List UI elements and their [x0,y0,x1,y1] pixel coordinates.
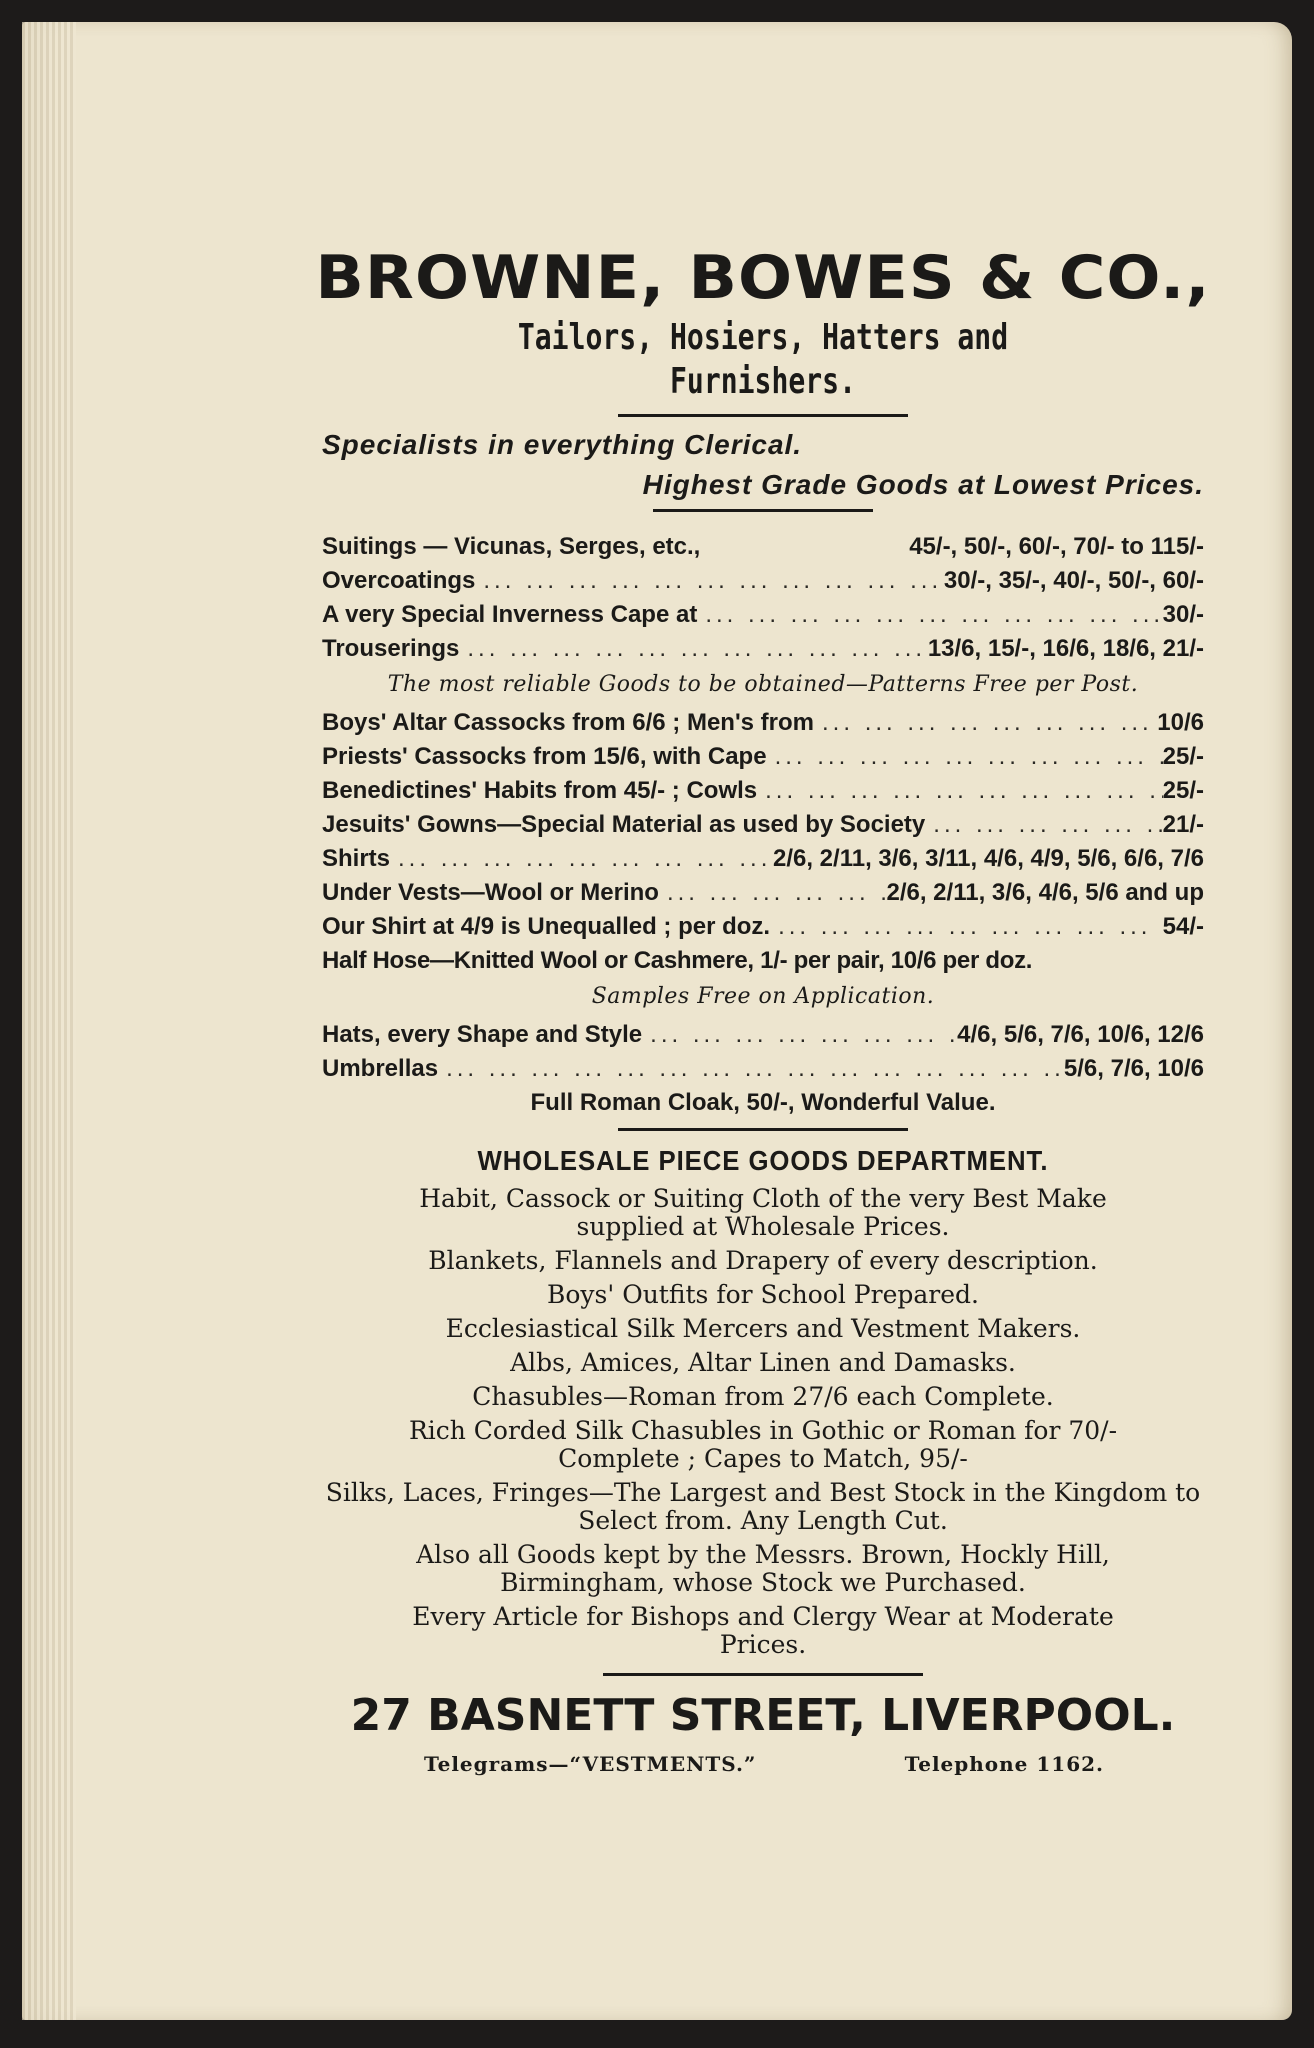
cloak-offer: Full Roman Cloak, 50/-, Wonderful Value. [530,1089,996,1116]
tagline-2: Highest Grade Goods at Lowest Prices. [642,469,1204,500]
price-row: Trouserings ... . 13/6, 15/-, 16/6, 18/6, 21/- [322,632,1204,666]
price-row: Hats, every Shape and Style ... . 4/6, 5/6, 7/6, 10/6, 12/6 [322,1018,1204,1052]
department-heading: WHOLESALE PIECE GOODS DEPARTMENT. [477,1145,1049,1176]
divider [653,509,873,512]
wholesale-item: Ecclesiastical Silk Mercers and Vestment Makers. [445,1314,1081,1343]
price-row: Our Shirt at 4/9 is Unequalled ; per doz. ... . 54/- [322,910,1204,944]
price-row: A very Special Inverness Cape at ... . 30/- [322,598,1204,632]
wholesale-item: Silks, Laces, Fringes—The Largest and Best Stock in the Kingdom to Select from. Any Length Cut. [325,1478,1201,1535]
contact-line [424,1752,1104,1776]
wholesale-item: Rich Corded Silk Chasubles in Gothic or Roman for 70/- Complete ; Capes to Match, 95/- [408,1416,1118,1473]
price-row: Umbrellas ... . 5/6, 7/6, 10/6 [322,1052,1204,1086]
samples-note: Samples Free on Application. [591,984,935,1009]
street-address: 27 BASNETT STREET, LIVERPOOL. [350,1690,1176,1741]
company-name: BROWNE, BOWES & CO., [315,243,1211,313]
tagline-1: Specialists in everything Clerical. [322,429,803,460]
company-trades: Tailors, Hosiers, Hatters and Furnishers. [517,317,1009,402]
price-row: Overcoatings ... . 30/-, 35/-, 40/-, 50/-, 60/- [322,564,1204,598]
telephone: Telephone 1162. [904,1752,1104,1776]
price-row: Jesuits' Gowns—Special Material as used by Society ... . 21/- [322,808,1204,842]
book-page [22,22,1292,2020]
advertisement [315,242,1211,1776]
divider [618,414,908,417]
price-row: Priests' Cassocks from 15/6, with Cape ... . 25/- [322,740,1204,774]
price-row: Benedictines' Habits from 45/- ; Cowls ... . 25/- [322,774,1204,808]
price-row: Half Hose—Knitted Wool or Cashmere, 1/- per pair, 10/6 per doz. [322,947,1033,974]
price-list-a [322,530,1204,666]
wholesale-item: Habit, Cassock or Suiting Cloth of the very Best Make supplied at Wholesale Prices. [419,1184,1107,1241]
wholesale-item: Boys' Outfits for School Prepared. [547,1280,979,1309]
wholesale-item: Albs, Amices, Altar Linen and Damasks. [510,1348,1016,1377]
price-list-c [322,1018,1204,1086]
wholesale-item: Every Article for Bishops and Clergy Wear at Moderate Prices. [412,1602,1114,1659]
price-list-b [322,706,1204,978]
price-row: Boys' Altar Cassocks from 6/6 ; Men's from ... . 10/6 [322,706,1204,740]
patterns-note: The most reliable Goods to be obtained—Patterns Free per Post. [387,672,1139,697]
wholesale-item: Also all Goods kept by the Messrs. Brown, Hockly Hill, Birmingham, whose Stock we Purchased. [416,1540,1110,1597]
page-edges [22,22,76,2020]
wholesale-item: Chasubles—Roman from 27/6 each Complete. [472,1382,1054,1411]
divider [618,1128,908,1131]
divider [603,1673,923,1676]
price-row: Shirts ... . 2/6, 2/11, 3/6, 3/11, 4/6, 4/9, 5/6, 6/6, 7/6 [322,842,1204,876]
price-row: Under Vests—Wool or Merino ... . 2/6, 2/11, 3/6, 4/6, 5/6 and up [322,876,1204,910]
wholesale-list [322,1185,1204,1659]
wholesale-item: Blankets, Flannels and Drapery of every description. [428,1246,1098,1275]
price-row: Suitings — Vicunas, Serges, etc., 45/-, 50/-, 60/-, 70/- to 115/- [322,533,1204,560]
telegrams: Telegrams—“VESTMENTS.” [424,1752,757,1776]
